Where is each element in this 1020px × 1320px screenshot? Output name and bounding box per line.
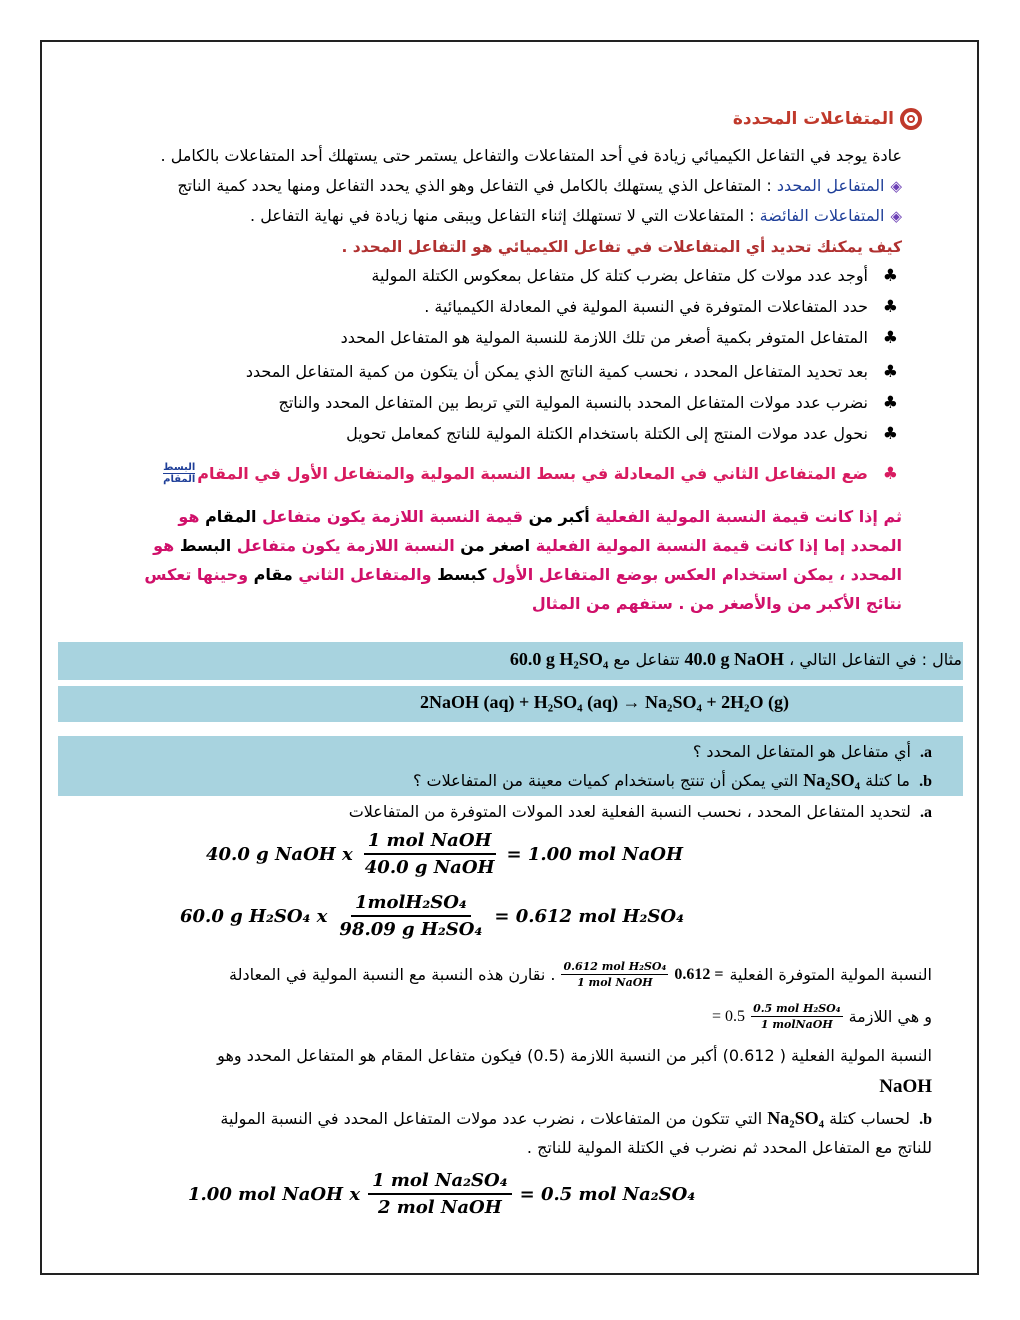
frac-num: 1molH₂SO₄ — [351, 892, 471, 917]
question-label: a. — [920, 744, 932, 761]
calc-naoh-moles — [206, 830, 683, 878]
step-text: المتفاعل المتوفر بكمية أصغر من تلك اللازمة للنسبة المولية هو المتفاعل المحدد — [340, 328, 868, 347]
rule-line — [163, 462, 898, 485]
solution-text: التي تتكون من المتفاعلات ، نضرب عدد مولات المتفاعل المحدد في النسبة المولية — [220, 1109, 763, 1128]
ratio-value: 0.612 = — [674, 965, 724, 983]
question-label: b. — [919, 773, 932, 790]
rule-paragraph — [122, 502, 902, 618]
conversion-fraction — [361, 830, 499, 878]
rule-keyword: مقام — [253, 565, 293, 584]
club-icon: ♣ — [882, 423, 898, 444]
solution-formula: Na₂SO₄ — [767, 1108, 825, 1128]
definition-term: المتفاعلات الفائضة — [759, 206, 885, 225]
rule-keyword: كبسط — [437, 565, 487, 584]
example-mid: تتفاعل مع — [613, 650, 680, 669]
solution-text: لتحديد المتفاعل المحدد ، نحسب النسبة الفعلية لعدد المولات المتوفرة من المتفاعلات — [348, 802, 911, 821]
club-icon: ♣ — [882, 327, 898, 348]
step-item — [245, 361, 898, 382]
conversion-fraction — [335, 892, 486, 940]
frac-num: 0.5 mol H₂SO₄ — [753, 1002, 841, 1015]
question-formula: Na₂SO₄ — [803, 770, 861, 790]
reaction-equation: 2NaOH (aq) + H₂SO₄ (aq) → Na₂SO₄ + 2H₂O (g) — [420, 692, 790, 712]
gear-icon — [900, 108, 922, 130]
calc-lhs: 40.0 g NaOH x — [206, 843, 353, 865]
definition-text: : المتفاعل الذي يستهلك بالكامل في التفاعل وهو الذي يحدد التفاعل ومنها يحدد كمية الناتج — [177, 176, 772, 195]
rule-part: هو المحدد ، يمكن استخدام العكس بوضع المتفاعل الأول — [153, 536, 902, 584]
step-item — [424, 296, 898, 317]
diamond-icon: ◈ — [890, 207, 902, 225]
ratio-text: . نقارن هذه النسبة مع النسبة المولية في المعادلة — [229, 965, 556, 984]
frac-num: 1 mol NaOH — [364, 830, 496, 855]
frac-den: 98.09 g H₂SO₄ — [339, 919, 483, 940]
solution-b-line1 — [220, 1108, 932, 1129]
frac-den: المقام — [163, 474, 196, 485]
club-icon: ♣ — [882, 296, 898, 317]
ratio-text: و هي اللازمة — [848, 1007, 932, 1026]
rule-part: هو المحدد إما إذا كانت قيمة النسبة المولية الفعلية — [178, 507, 902, 555]
frac-den: 40.0 g NaOH — [364, 857, 495, 878]
step-text: نحول عدد مولات المنتج إلى الكتلة باستخدام الكتلة المولية للناتج كمعامل تحويل — [346, 424, 868, 443]
step-item — [371, 265, 898, 286]
solution-a-intro — [349, 802, 932, 822]
question-b — [413, 770, 932, 791]
h2so4-mass: 60.0 g H₂SO₄ — [509, 649, 609, 669]
step-item — [278, 392, 898, 413]
question-heading: كيف يمكنك تحديد أي المتفاعلات في تفاعل الكيميائي هو التفاعل المحدد . — [341, 238, 902, 256]
question-a — [693, 742, 932, 762]
rule-part: النسبة اللازمة يكون متفاعل — [236, 536, 455, 555]
frac-num: 0.612 mol H₂SO₄ — [563, 960, 667, 973]
step-text: حدد المتفاعلات المتوفرة في النسبة المولية في المعادلة الكيميائية . — [424, 297, 868, 316]
rule-part: قيمة النسبة اللازمة يكون متفاعل — [262, 507, 523, 526]
rule-keyword: البسط — [179, 536, 232, 555]
step-text: نضرب عدد مولات المتفاعل المحدد بالنسبة المولية التي تربط بين المتفاعل المحدد والناتج — [278, 393, 868, 412]
calc-rhs: = 0.612 mol H₂SO₄ — [494, 905, 684, 927]
solution-text: لحساب كتلة — [829, 1109, 910, 1128]
ratio-value: = 0.5 — [712, 1007, 746, 1025]
club-icon: ♣ — [882, 265, 898, 286]
step-item — [346, 423, 898, 444]
definition-limiting — [177, 176, 902, 195]
frac-den: 1 molNaOH — [760, 1018, 833, 1031]
calc-lhs: 1.00 mol NaOH x — [188, 1183, 361, 1205]
diamond-icon: ◈ — [890, 177, 902, 195]
naoh-mass: 40.0 g NaOH — [684, 649, 785, 669]
question-text: أي متفاعل هو المتفاعل المحدد ؟ — [692, 742, 911, 761]
definition-excess — [250, 206, 902, 225]
calc-na2so4-moles — [188, 1170, 695, 1218]
frac-num: 1 mol Na₂SO₄ — [368, 1170, 512, 1195]
ratio-text: النسبة المولية المتوفرة الفعلية — [729, 965, 932, 984]
conversion-fraction — [368, 1170, 512, 1218]
step-text: بعد تحديد المتفاعل المحدد ، نحسب كمية الناتج الذي يمكن أن يتكون من كمية المتفاعل المحدد — [245, 362, 868, 381]
solution-label: a. — [920, 804, 932, 821]
numerator-denominator-fraction — [163, 462, 195, 485]
comparison-line: النسبة المولية الفعلية ( 0.612) أكبر من النسبة اللازمة (0.5) فيكون متفاعل المقام هو المتفاعل المحدد وهو — [217, 1046, 932, 1065]
rule-text: ضع المتفاعل الثاني في المعادلة في بسط النسبة المولية والمتفاعل الأول في المقام — [197, 464, 868, 483]
question-text: التي يمكن أن تنتج باستخدام كميات معينة من المتفاعلات ؟ — [412, 771, 799, 790]
example-prefix: مثال : في التفاعل التالي ، — [789, 650, 962, 669]
actual-ratio-fraction — [561, 960, 668, 989]
step-text: أوجد عدد مولات كل متفاعل بضرب كتلة كل متفاعل بمعكوس الكتلة المولية — [371, 266, 868, 285]
club-icon: ♣ — [882, 463, 898, 484]
rule-keyword: أكبر من — [528, 507, 590, 526]
rule-keyword: المقام — [205, 507, 257, 526]
rule-part: ثم إذا كانت قيمة النسبة المولية الفعلية — [595, 507, 902, 526]
section-title-text: المتفاعلات المحددة — [732, 109, 894, 129]
step-item — [340, 327, 898, 348]
calc-h2so4-moles — [180, 892, 684, 940]
required-ratio-line — [712, 1002, 932, 1031]
solution-b-line2: للناتج مع المتفاعل المحدد ثم نضرب في الكتلة المولية للناتج . — [526, 1138, 932, 1157]
solution-label: b. — [919, 1111, 932, 1128]
section-title — [733, 108, 922, 130]
frac-den: 2 mol NaOH — [377, 1197, 502, 1218]
example-line — [510, 649, 962, 670]
required-ratio-fraction — [751, 1002, 843, 1031]
rule-keyword: اصغر من — [460, 536, 531, 555]
frac-den: 1 mol NaOH — [577, 976, 653, 989]
limiting-reactant: NaOH — [879, 1076, 932, 1097]
rule-part: وحينها تعكس نتائج الأكبر من والأصغر من . ستفهم من المثال — [144, 565, 902, 613]
frac-num: البسط — [163, 462, 196, 473]
calc-lhs: 60.0 g H₂SO₄ x — [180, 905, 328, 927]
rule-part: والمتفاعل الثاني — [298, 565, 432, 584]
definition-term: المتفاعل المحدد — [776, 176, 885, 195]
calc-rhs: = 1.00 mol NaOH — [506, 843, 683, 865]
question-text: ما كتلة — [865, 771, 910, 790]
definition-text: : المتفاعلات التي لا تستهلك إثناء التفاعل ويبقى منها زيادة في نهاية التفاعل . — [250, 206, 755, 225]
intro-text: عادة يوجد في التفاعل الكيميائي زيادة في أحد المتفاعلات والتفاعل يستمر حتى يستهلك أحد المتفاعلات بالكامل . — [160, 146, 902, 165]
club-icon: ♣ — [882, 392, 898, 413]
calc-rhs: = 0.5 mol Na₂SO₄ — [519, 1183, 696, 1205]
club-icon: ♣ — [882, 361, 898, 382]
actual-ratio-line — [229, 960, 932, 989]
